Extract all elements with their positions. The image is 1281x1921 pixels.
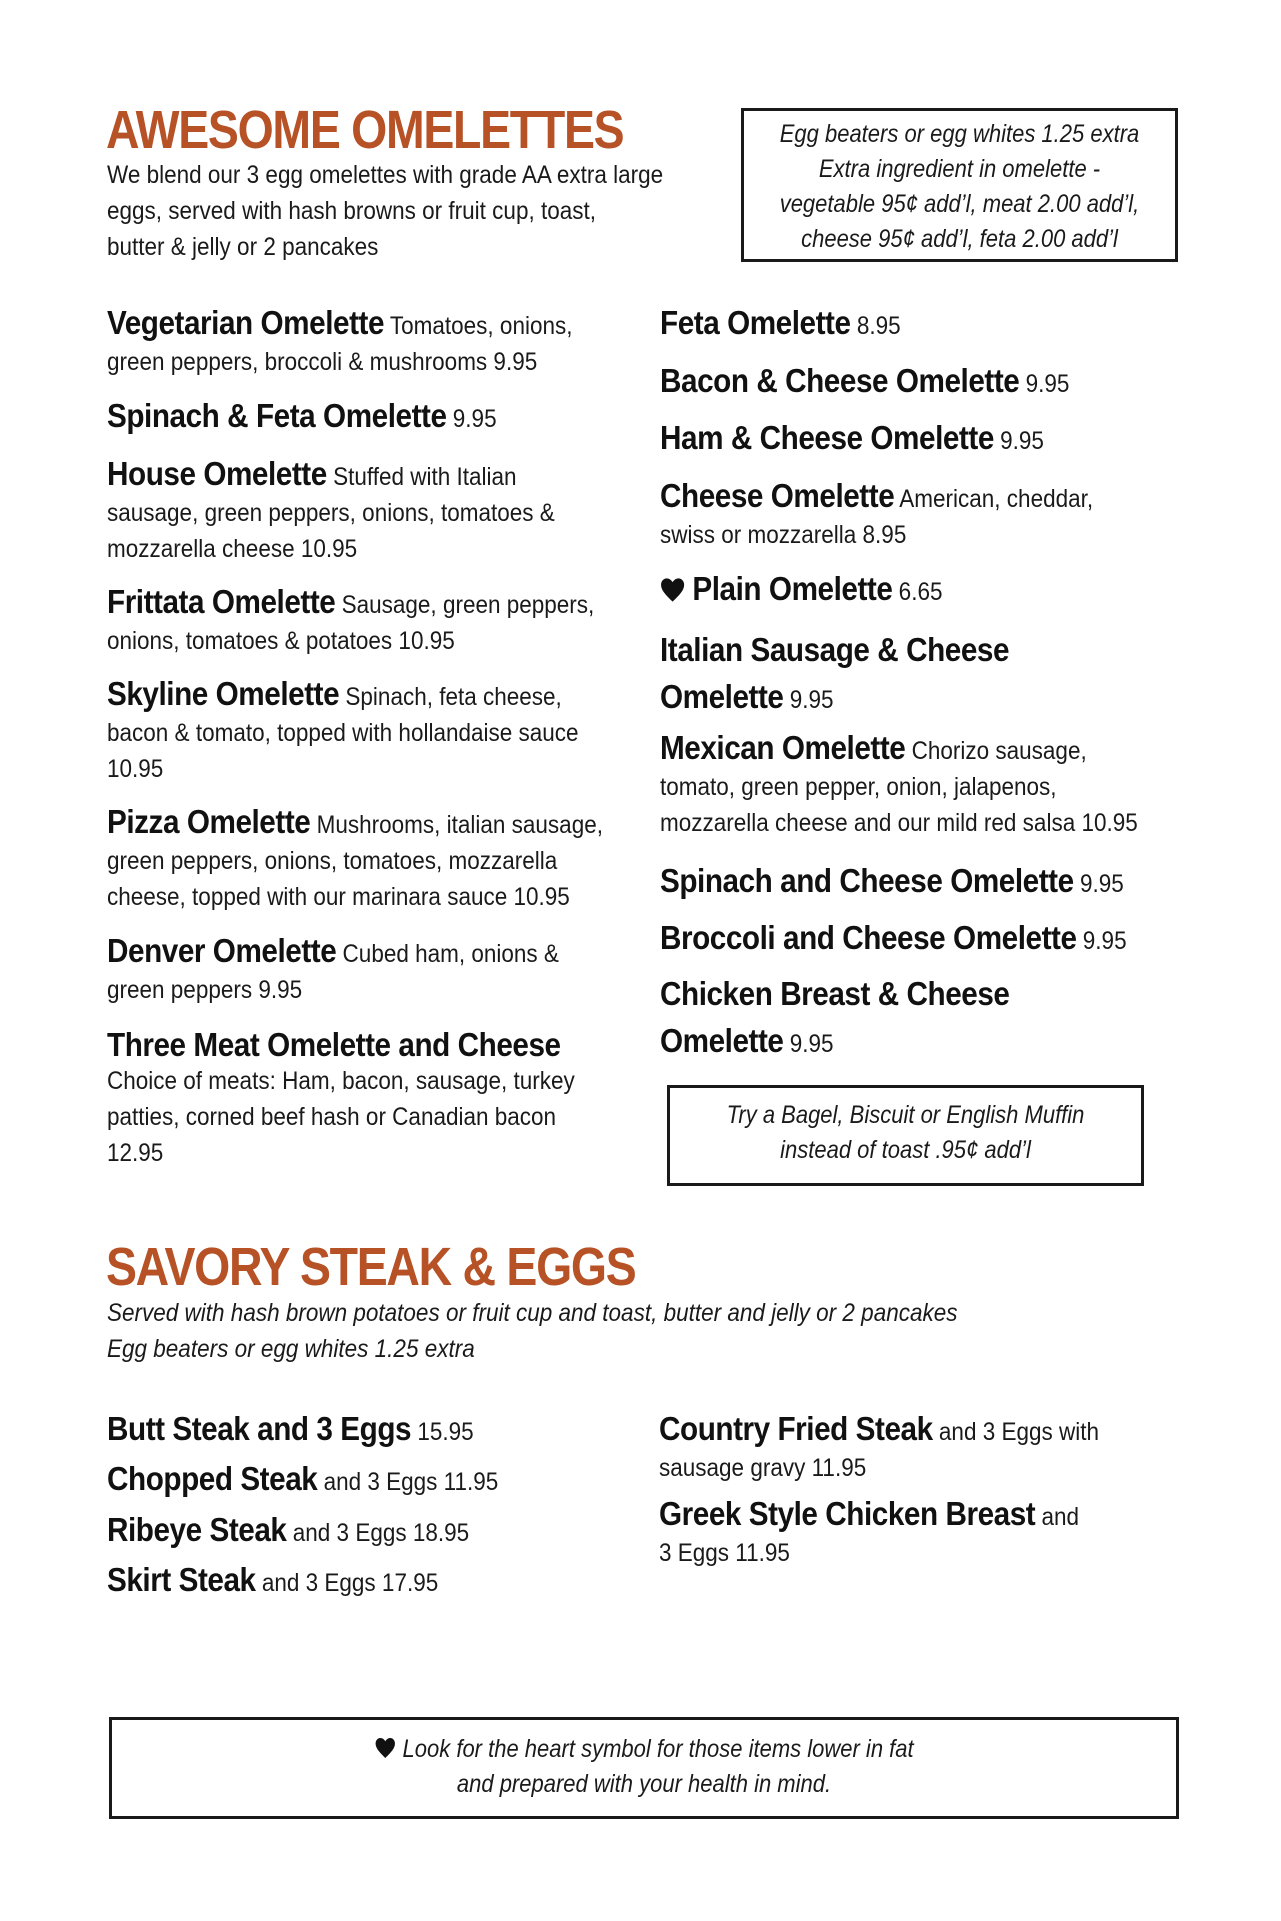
bagel-note [667, 1085, 1144, 1186]
item-desc: 9.95 [1076, 927, 1127, 955]
note-line: Extra ingredient in omelette - [818, 155, 1101, 183]
item-desc: Tomatoes, onions, green peppers, broccoli & mushrooms 9.95 [107, 312, 573, 376]
item-name: Vegetarian Omelette [107, 304, 385, 341]
item-name: Spinach and Cheese Omelette [660, 862, 1074, 899]
omelettes-title: AWESOME OMELETTES [106, 100, 624, 160]
item-name: Denver Omelette [107, 932, 337, 969]
item-name: Frittata Omelette [107, 583, 336, 620]
item-desc: 9.95 [1073, 870, 1124, 898]
note-line: and prepared with your health in mind. [456, 1770, 832, 1798]
note-line: Try a Bagel, Biscuit or English Muffin [726, 1101, 1085, 1129]
item-name: Skyline Omelette [107, 675, 340, 712]
menu-item-three-meat-omelette [107, 1027, 657, 1171]
menu-item-vegetarian-omelette [107, 305, 667, 380]
note-line: vegetable 95¢ add’l, meat 2.00 add’l, [779, 190, 1140, 218]
omelettes-intro-line: eggs, served with hash browns or fruit cup, toast, [107, 197, 596, 225]
item-desc: 9.95 [783, 1030, 834, 1058]
menu-item-frittata-omelette [107, 584, 667, 659]
item-name: House Omelette [107, 455, 327, 492]
menu-item-butt-steak [107, 1411, 667, 1450]
omelette-extras-note [741, 108, 1178, 262]
menu-item-house-omelette [107, 456, 667, 567]
menu-item-greek-chicken-breast [659, 1496, 1139, 1571]
menu-item-chicken-breast-omelette [660, 972, 1060, 1066]
item-name: Plain Omelette [692, 570, 893, 607]
menu-item-spinach-cheese-omelette [660, 863, 1200, 902]
menu-item-plain-omelette [660, 571, 1200, 610]
omelettes-intro [107, 157, 683, 265]
item-desc: and 3 Eggs 11.95 [659, 1503, 1080, 1567]
menu-item-skirt-steak [107, 1562, 667, 1601]
item-desc: 15.95 [411, 1418, 474, 1446]
menu-item-ribeye-steak [107, 1512, 667, 1551]
menu-item-chopped-steak [107, 1461, 667, 1500]
menu-item-spinach-feta-omelette [107, 398, 667, 437]
item-desc: 6.65 [892, 578, 943, 606]
item-name: Ham & Cheese Omelette [660, 419, 994, 456]
item-desc: and 3 Eggs 17.95 [255, 1569, 439, 1597]
item-name: Three Meat Omelette and Cheese [107, 1026, 561, 1063]
menu-item-italian-sausage-omelette [660, 628, 1080, 722]
menu-item-skyline-omelette [107, 676, 667, 787]
item-name: Skirt Steak [107, 1561, 256, 1598]
note-line: cheese 95¢ add’l, feta 2.00 add’l [801, 225, 1118, 253]
omelettes-intro-line: We blend our 3 egg omelettes with grade AA extra large [107, 161, 664, 189]
steak-intro [107, 1295, 1097, 1367]
item-desc: Stuffed with Italian sausage, green peppers, onions, tomatoes & mozzarella cheese 10.95 [107, 463, 555, 563]
item-desc: American, cheddar, swiss or mozzarella 8.95 [660, 485, 1094, 549]
item-desc: 8.95 [850, 312, 901, 340]
menu-item-pizza-omelette [107, 804, 667, 915]
item-desc: Mushrooms, italian sausage, green peppers, onions, tomatoes, mozzarella cheese, topped with our marinara sauce 10.95 [107, 811, 603, 911]
steak-title: SAVORY STEAK & EGGS [106, 1237, 636, 1297]
note-line: Egg beaters or egg whites 1.25 extra [779, 120, 1140, 148]
item-name: Butt Steak and 3 Eggs [107, 1410, 412, 1447]
item-desc: 9.95 [1019, 370, 1070, 398]
menu-item-denver-omelette [107, 933, 667, 1008]
steak-intro-line: Served with hash brown potatoes or fruit cup and toast, butter and jelly or 2 pancakes [107, 1299, 958, 1327]
item-name: Chopped Steak [107, 1460, 318, 1497]
item-name: Italian Sausage & Cheese Omelette [660, 631, 1010, 715]
heart-symbol-note [109, 1717, 1179, 1819]
omelettes-intro-line: butter & jelly or 2 pancakes [107, 233, 379, 261]
item-desc: Choice of meats: Ham, bacon, sausage, turkey patties, corned beef hash or Canadian bacon 12.95 [107, 1067, 575, 1167]
item-desc: Sausage, green peppers, onions, tomatoes & potatoes 10.95 [107, 591, 595, 655]
item-desc: Cubed ham, onions & green peppers 9.95 [107, 940, 559, 1004]
item-desc: and 3 Eggs 11.95 [317, 1468, 499, 1496]
item-desc: Spinach, feta cheese, bacon & tomato, topped with hollandaise sauce 10.95 [107, 683, 579, 783]
menu-item-country-fried-steak [659, 1411, 1179, 1486]
item-name: Feta Omelette [660, 304, 851, 341]
item-name: Pizza Omelette [107, 803, 311, 840]
item-name: Mexican Omelette [660, 729, 906, 766]
menu-item-broccoli-cheese-omelette [660, 920, 1200, 959]
menu-item-ham-cheese-omelette [660, 420, 1200, 459]
item-desc: 9.95 [446, 405, 497, 433]
item-desc: 9.95 [993, 427, 1044, 455]
item-desc: 9.95 [783, 686, 834, 714]
note-line: Look for the heart symbol for those items lower in fat [402, 1735, 914, 1763]
item-name: Bacon & Cheese Omelette [660, 362, 1020, 399]
item-desc: Chorizo sausage, tomato, green pepper, onion, jalapenos, mozzarella cheese and our mild red salsa 10.95 [660, 737, 1138, 837]
steak-intro-line: Egg beaters or egg whites 1.25 extra [107, 1335, 475, 1363]
heart-icon [374, 1737, 395, 1759]
menu-item-feta-omelette [660, 305, 1200, 344]
menu-item-bacon-cheese-omelette [660, 363, 1200, 402]
item-name: Broccoli and Cheese Omelette [660, 919, 1077, 956]
item-name: Spinach & Feta Omelette [107, 397, 447, 434]
menu-item-mexican-omelette [660, 730, 1200, 841]
note-line: instead of toast .95¢ add’l [780, 1136, 1031, 1164]
item-desc: and 3 Eggs 18.95 [286, 1519, 470, 1547]
item-desc: and 3 Eggs with sausage gravy 11.95 [659, 1418, 1100, 1482]
item-name: Country Fried Steak [659, 1410, 933, 1447]
heart-icon [660, 577, 685, 603]
item-name: Greek Style Chicken Breast [659, 1495, 1036, 1532]
item-name: Chicken Breast & Cheese Omelette [660, 975, 1010, 1059]
item-name: Ribeye Steak [107, 1511, 287, 1548]
item-name: Cheese Omelette [660, 477, 895, 514]
menu-item-cheese-omelette [660, 478, 1200, 553]
